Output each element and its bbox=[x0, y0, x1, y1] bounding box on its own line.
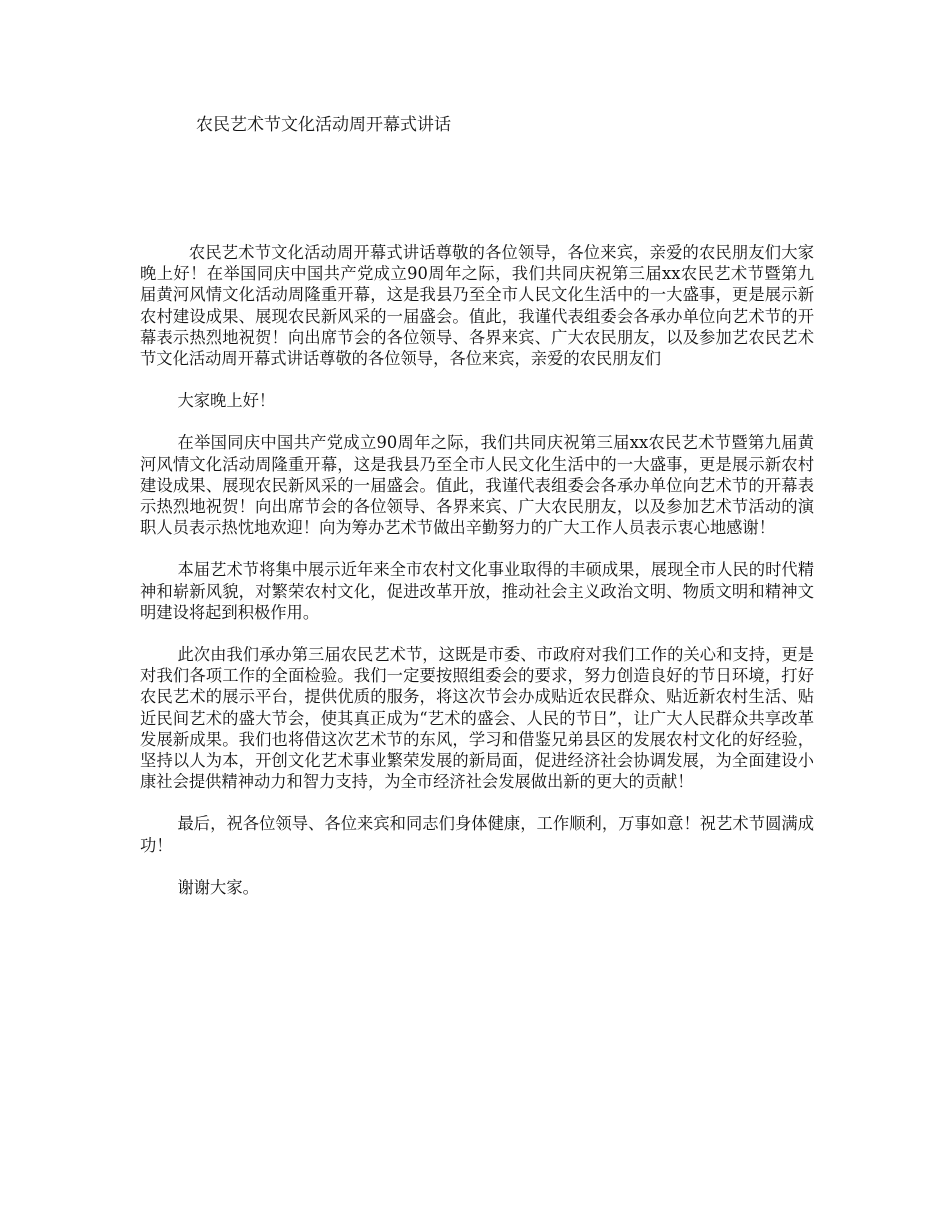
paragraph-achievements: 本届艺术节将集中展示近年来全市农村文化事业取得的丰硕成果，展现全市人民的时代精神和崭新风貌，对繁荣农村文化，促进改革开放，推动社会主义政治文明、物质文明和精神文明建设将起到积极作用。 bbox=[140, 560, 814, 622]
paragraph-wishes: 最后，祝各位领导、各位来宾和同志们身体健康，工作顺利，万事如意！祝艺术节圆满成功！ bbox=[140, 814, 814, 855]
paragraph-greeting: 大家晚上好！ bbox=[177, 391, 276, 411]
paragraph-celebration: 在举国同庆中国共产党成立90周年之际，我们共同庆祝第三届xx农民艺术节暨第九届黄河风情文化活动周隆重开幕，这是我县乃至全市人民文化生活中的一大盛事，更是展示新农村建设成果、展现农民新风采的一届盛会。值此，我谨代表组委会各承办单位向艺术节的开幕表示热烈地祝贺！向出席节会的各位领导、各界来宾、广大农民朋友，以及参加艺术节活动的演职人员表示热忱地欢迎！向为筹办艺术节做出辛勤努力的广大工作人员表示衷心地感谢！ bbox=[140, 433, 814, 538]
paragraph-thanks: 谢谢大家。 bbox=[177, 877, 259, 897]
paragraph-commitment: 此次由我们承办第三届农民艺术节，这既是市委、市政府对我们工作的关心和支持，更是对我们各项工作的全面检验。我们一定要按照组委会的要求，努力创造良好的节日环境，打好农民艺术的展示平台，提供优质的服务，将这次节会办成贴近农民群众、贴近新农村生活、贴近民间艺术的盛大节会，使其真正成为“艺术的盛会、人民的节日”，让广大人民群众共享改革发展新成果。我们也将借这次艺术节的东风，学习和借鉴兄弟县区的发展农村文化的好经验，坚持以人为本，开创文化艺术事业繁荣发展的新局面，促进经济社会协调发展，为全面建设小康社会提供精神动力和智力支持，为全市经济社会发展做出新的更大的贡献！ bbox=[140, 645, 814, 792]
paragraph-opening: 农民艺术节文化活动周开幕式讲话尊敬的各位领导，各位来宾，亲爱的农民朋友们大家晚上好！在举国同庆中国共产党成立90周年之际，我们共同庆祝第三届xx农民艺术节暨第九届黄河风情文化活动周隆重开幕，这是我县乃至全市人民文化生活中的一大盛事，更是展示新农村建设成果、展现农民新风采的一届盛会。值此，我谨代表组委会各承办单位向艺术节的开幕表示热烈地祝贺！向出席节会的各位领导、各界来宾、广大农民朋友，以及参加艺农民艺术节文化活动周开幕式讲话尊敬的各位领导，各位来宾，亲爱的农民朋友们 bbox=[140, 243, 814, 369]
document-title: 农民艺术节文化活动周开幕式讲话 bbox=[196, 115, 451, 135]
document-body bbox=[140, 242, 814, 919]
